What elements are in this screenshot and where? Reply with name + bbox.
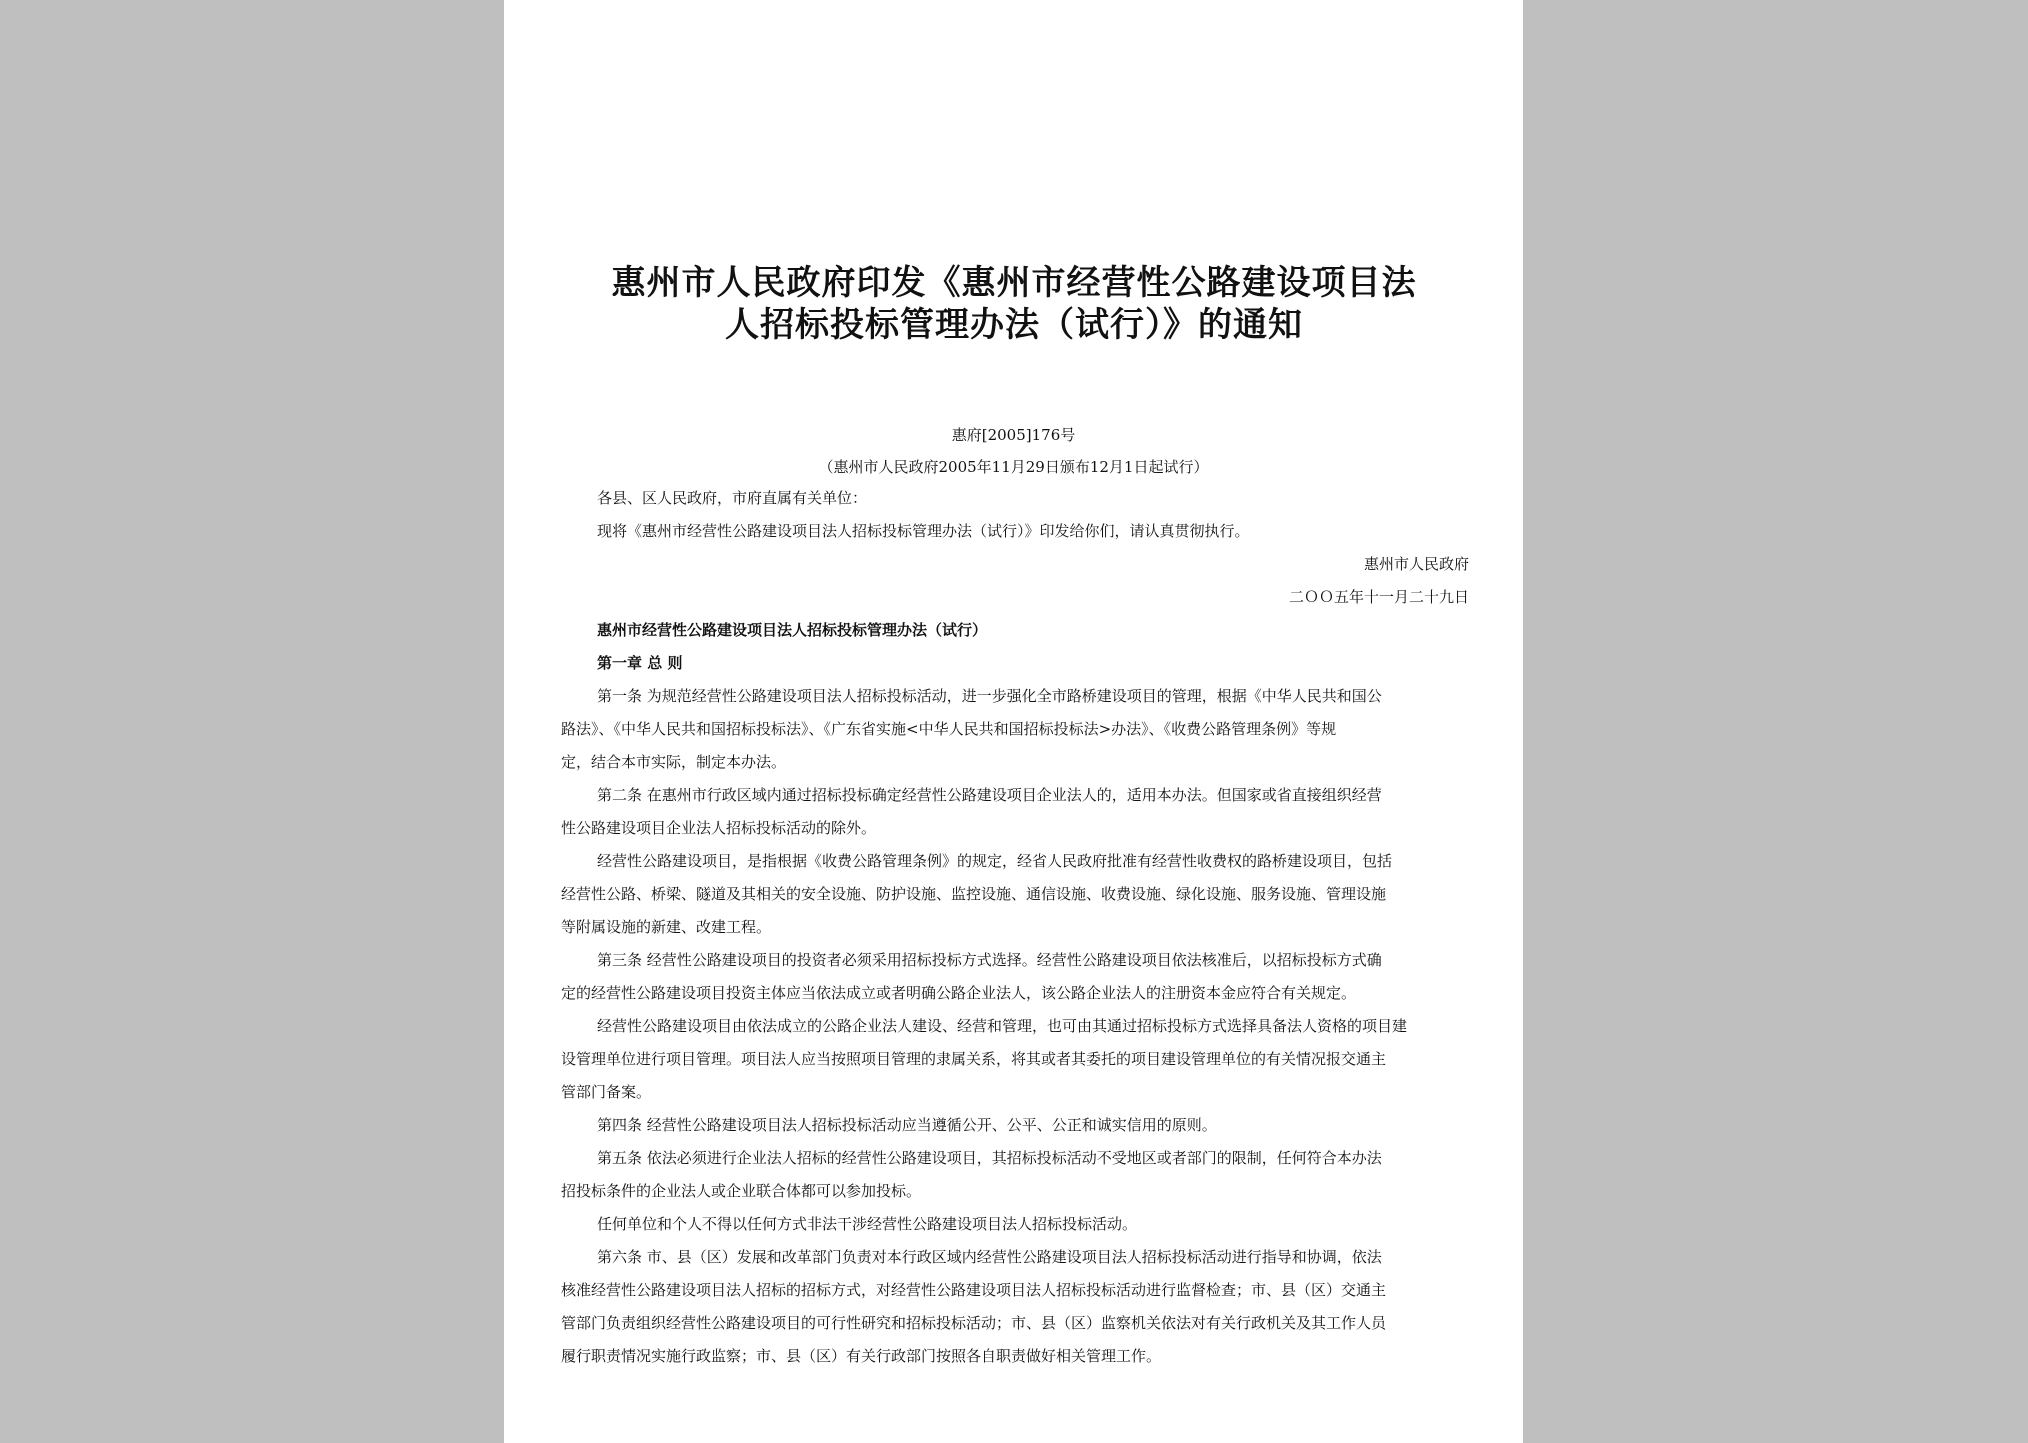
body-line: 定的经营性公路建设项目投资主体应当依法成立或者明确公路企业法人，该公路企业法人的注册资本金应符合有关规定。 <box>561 984 1357 1002</box>
body-line: 等附属设施的新建、改建工程。 <box>561 918 772 936</box>
body-line: 招投标条件的企业法人或企业联合体都可以参加投标。 <box>561 1182 922 1200</box>
document-page <box>504 0 1523 1443</box>
body-line: 第四条 经营性公路建设项目法人招标投标活动应当遵循公开、公平、公正和诚实信用的原则。 <box>597 1116 1217 1134</box>
body-line: 经营性公路建设项目，是指根据《收费公路管理条例》的规定，经省人民政府批准有经营性收费权的路桥建设项目，包括 <box>597 852 1393 870</box>
body-line: 管部门负责组织经营性公路建设项目的可行性研究和招标投标活动；市、县（区）监察机关依法对有关行政机关及其工作人员 <box>561 1314 1387 1332</box>
issued-note: （惠州市人民政府2005年11月29日颁布12月1日起试行） <box>818 458 1209 476</box>
body-line: 第一条 为规范经营性公路建设项目法人招标投标活动，进一步强化全市路桥建设项目的管理，根据《中华人民共和国公 <box>597 687 1382 705</box>
page-title <box>564 262 1464 346</box>
body-line: 经营性公路、桥梁、隧道及其相关的安全设施、防护设施、监控设施、通信设施、收费设施、绿化设施、服务设施、管理设施 <box>561 885 1387 903</box>
measures-title: 惠州市经营性公路建设项目法人招标投标管理办法（试行） <box>597 621 988 639</box>
body-line: 路法》、《中华人民共和国招标投标法》、《广东省实施<中华人民共和国招标投标法>办法》、《收费公路管理条例》等规 <box>561 720 1337 738</box>
addressee: 各县、区人民政府，市府直属有关单位： <box>597 489 868 507</box>
body-line: 核准经营性公路建设项目法人招标的招标方式，对经营性公路建设项目法人招标投标活动进行监督检查；市、县（区）交通主 <box>561 1281 1387 1299</box>
body-line: 经营性公路建设项目由依法成立的公路企业法人建设、经营和管理，也可由其通过招标投标方式选择具备法人资格的项目建 <box>597 1017 1408 1035</box>
chapter-heading: 第一章 总 则 <box>597 654 683 672</box>
body-line: 任何单位和个人不得以任何方式非法干涉经营性公路建设项目法人招标投标活动。 <box>597 1215 1138 1233</box>
body-line: 管部门备案。 <box>561 1083 652 1101</box>
body-line: 定，结合本市实际，制定本办法。 <box>561 753 787 771</box>
issuer-signature: 惠州市人民政府 <box>1363 555 1469 573</box>
body-line: 性公路建设项目企业法人招标投标活动的除外。 <box>561 819 877 837</box>
title-line-1: 惠州市人民政府印发《惠州市经营性公路建设项目法 <box>611 263 1417 303</box>
body-line: 履行职责情况实施行政监察；市、县（区）有关行政部门按照各自职责做好相关管理工作。 <box>561 1347 1162 1365</box>
body-line: 第三条 经营性公路建设项目的投资者必须采用招标投标方式选择。经营性公路建设项目依法核准后，以招标投标方式确 <box>597 951 1382 969</box>
title-line-2: 人招标投标管理办法（试行）》的通知 <box>725 305 1303 345</box>
body-line: 第五条 依法必须进行企业法人招标的经营性公路建设项目，其招标投标活动不受地区或者部门的限制，任何符合本办法 <box>597 1149 1382 1167</box>
body-line: 第二条 在惠州市行政区域内通过招标投标确定经营性公路建设项目企业法人的，适用本办法。但国家或省直接组织经营 <box>597 786 1382 804</box>
intro-paragraph: 现将《惠州市经营性公路建设项目法人招标投标管理办法（试行）》印发给你们，请认真贯彻执行。 <box>597 522 1250 540</box>
body-line: 第六条 市、县（区）发展和改革部门负责对本行政区域内经营性公路建设项目法人招标投标活动进行指导和协调，依法 <box>597 1248 1382 1266</box>
document-number: 惠府[2005]176号 <box>951 426 1076 444</box>
issue-date: 二ＯＯ五年十一月二十九日 <box>1288 588 1469 606</box>
body-line: 设管理单位进行项目管理。项目法人应当按照项目管理的隶属关系，将其或者其委托的项目建设管理单位的有关情况报交通主 <box>561 1050 1387 1068</box>
